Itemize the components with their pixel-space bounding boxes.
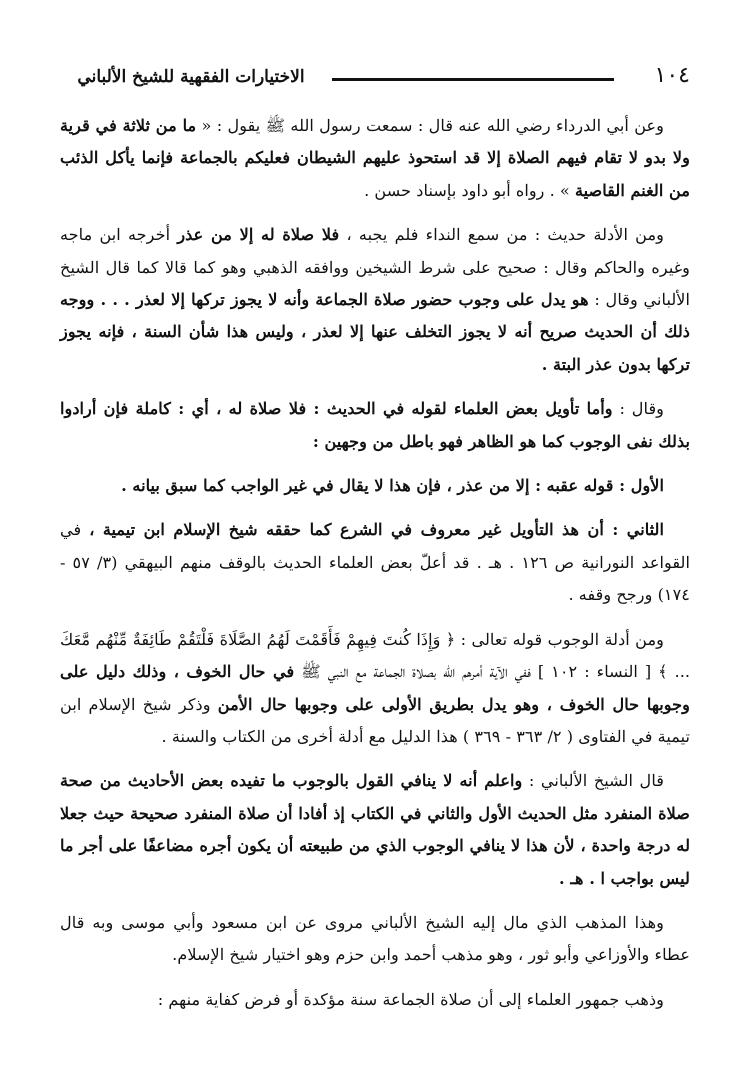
text-segment: قال الشيخ الألباني : — [522, 771, 664, 791]
text-segment: في القواعد النورانية ص ١٢٦ . هـ . قد أعلّ بعض العلماء الحديث بالوقف منهم البيهقي (٣/ ٥٧ - ١٧٤) ورجح وقفه . — [60, 520, 690, 605]
paragraph-p4 — [60, 470, 690, 502]
paragraph-p3 — [60, 393, 690, 458]
text-segment: ومن الأدلة حديث : من سمع النداء فلم يجبه ، — [339, 225, 664, 245]
paragraph-p7 — [60, 765, 690, 895]
paragraph-p5 — [60, 514, 690, 611]
paragraph-p1 — [60, 110, 690, 207]
bold-text-segment: واعلم أنه لا ينافي القول بالوجوب ما تفيده بعض الأحاديث من صحة صلاة المنفرد مثل الحديث الأول والثاني في الكتاب إذ أفادا أن صلاة المنفرد صحيحة حيث جعلا له درجة واحدة ، لأن هذا لا ينافي الوجوب الذي من طبيعته أن يكون أجره مضاعفًا على أجر ما ليس بواجب ا . هـ . — [60, 771, 690, 888]
paragraph-p2 — [60, 219, 690, 381]
text-segment: وعن أبي الدرداء رضي الله عنه قال : سمعت رسول الله ﷺ يقول : « — [196, 116, 664, 135]
running-book-title: الاختيارات الفقهية للشيخ الألباني — [77, 67, 305, 87]
bold-text-segment: فلا صلاة له إلا من عذر — [177, 225, 340, 245]
bold-text-segment: في حال الخوف ، وذلك دليل على وجوبها حال الخوف ، وهو يدل بطريق الأولى على وجوبها حال الأمن — [60, 662, 690, 714]
bold-text-segment: الأول : قوله عقبه : إلا من عذر ، فإن هذا لا يقال في غير الواجب كما سبق بيانه . — [121, 476, 664, 496]
bold-text-segment: هو يدل على وجوب حضور صلاة الجماعة وأنه لا يجوز تركها إلا لعذر . . . ووجه ذلك أن الحديث صريح أنه لا يجوز التخلف عنها إلا لعذر ، وليس هذا شأن السنة ، فإنه يجوز تركها بدون عذر البتة . — [60, 290, 690, 374]
paragraph-p9 — [60, 984, 690, 1016]
page-number: ١٠٤ — [654, 63, 690, 88]
paragraph-p8 — [60, 907, 690, 972]
text-segment: ومن أدلة الوجوب قوله تعالى : ﴿ وَإِذَا كُنتَ فِيهِمْ فَأَقَمْتَ لَهُمُ الصَّلَاةَ فَلْتَقُمْ طَائِفَةٌ مِّنْهُم مَّعَكَ ... ﴾ [ النساء : ١٠٢ ] ففي الآية أمرهم الله بصلاة الجماعة مع النبي ﷺ — [60, 629, 690, 682]
page-header — [60, 62, 690, 96]
text-segment: وقال : — [612, 399, 664, 419]
text-segment: وذكر شيخ الإسلام ابن تيمية في الفتاوى ( ٢/ ٣٦٣ - ٣٦٩ ) هذا الدليل مع أدلة أخرى من الكتاب والسنة . — [60, 694, 690, 746]
text-segment: وذهب جمهور العلماء إلى أن صلاة الجماعة سنة مؤكدة أو فرض كفاية منهم : — [157, 989, 664, 1009]
text-segment: أخرجه ابن ماجه وغيره والحاكم وقال : صحيح على شرط الشيخين ووافقه الذهبي وهو كما قالا كما قال الشيخ الألباني وقال : — [60, 225, 690, 310]
text-segment: » . رواه أبو داود بإسناد حسن . — [364, 180, 575, 200]
paragraph-p6 — [60, 624, 690, 754]
bold-text-segment: الثاني : أن هذ التأويل غير معروف في الشرع كما حققه شيخ الإسلام ابن تيمية ، — [89, 520, 664, 540]
bold-text-segment: ما من ثلاثة في قرية ولا بدو لا تقام فيهم الصلاة إلا قد استحوذ عليهم الشيطان فعليكم بالجماعة فإنما يأكل الذئب من الغنم القاصية — [60, 116, 690, 200]
body-text — [60, 110, 690, 1028]
bold-text-segment: وأما تأويل بعض العلماء لقوله في الحديث : فلا صلاة له ، أي : كاملة فإن أرادوا بذلك نفى الوجوب كما هو الظاهر فهو باطل من وجهين : — [60, 399, 690, 451]
text-segment: وهذا المذهب الذي مال إليه الشيخ الألباني مروى عن ابن مسعود وأبي موسى وبه قال عطاء والأوزاعي وأبو ثور ، وهو مذهب أحمد وابن حزم وهو اختيار شيخ الإسلام. — [60, 912, 690, 965]
header-divider — [332, 78, 614, 81]
